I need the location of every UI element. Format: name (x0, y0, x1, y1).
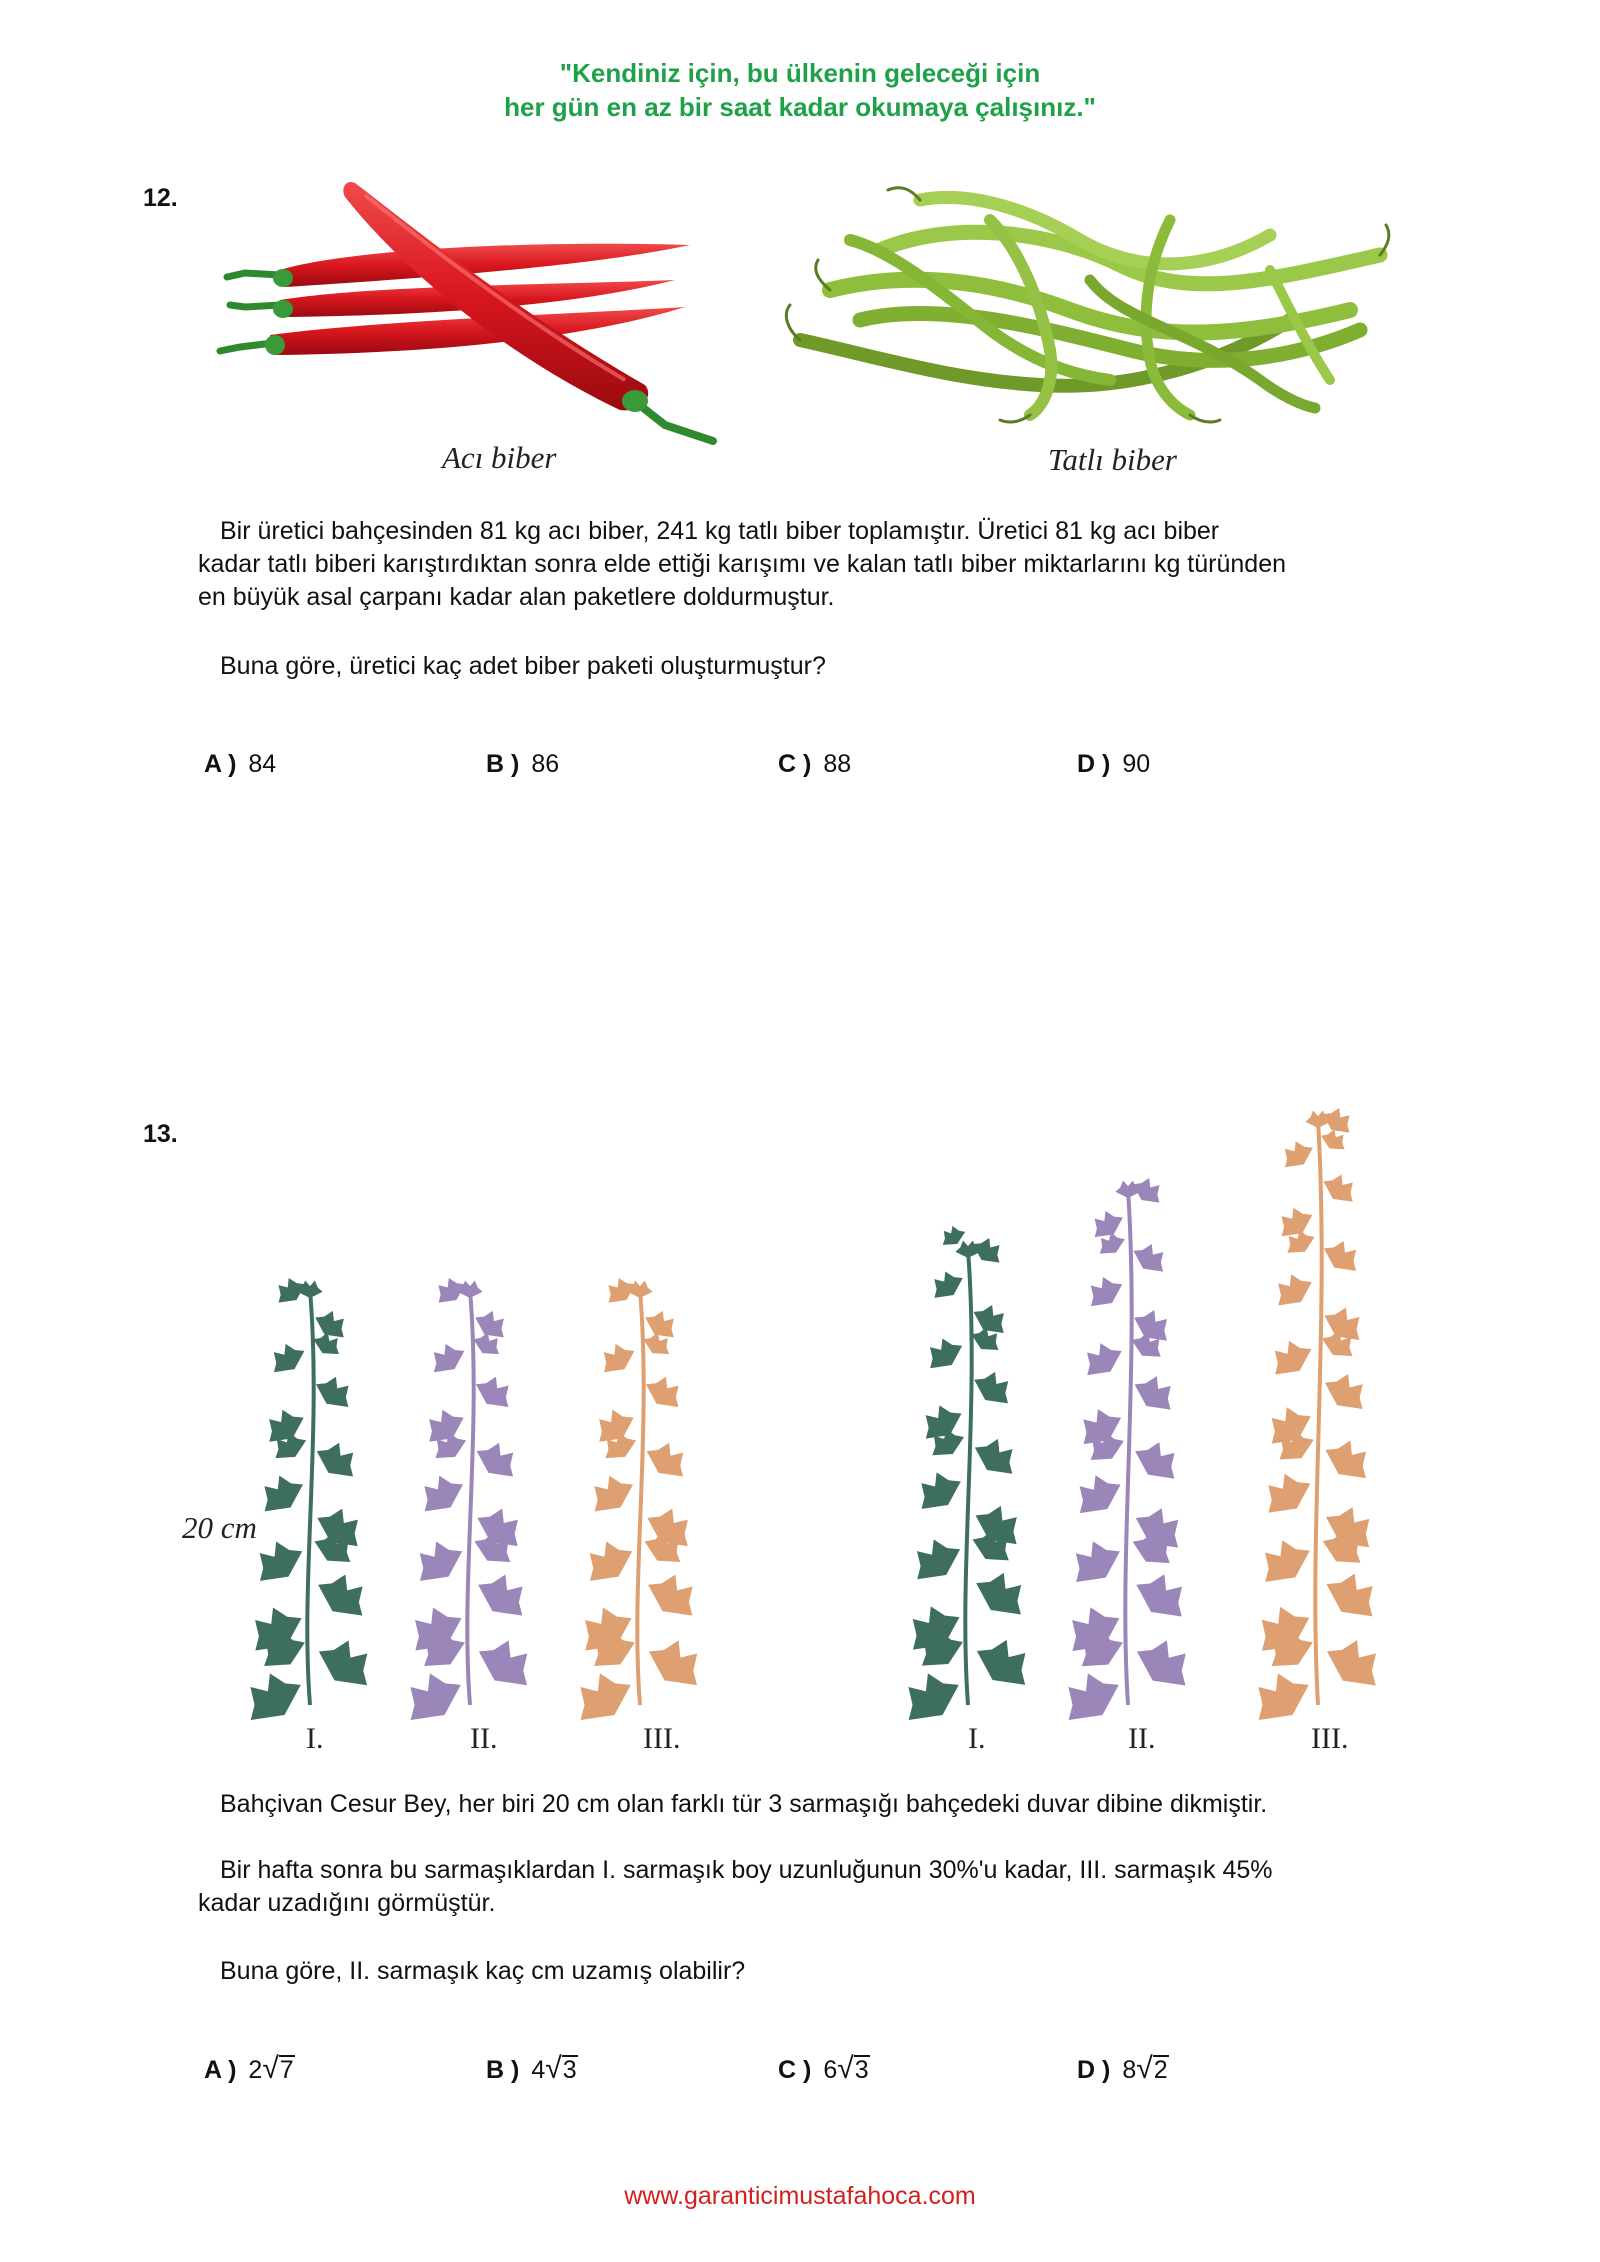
height-label: 20 cm (182, 1510, 257, 1545)
ivy-leaf (235, 1663, 310, 1733)
ivy-leaf (1086, 1205, 1128, 1244)
choice-letter: B ) (486, 750, 520, 778)
ivy-leaf (1318, 1168, 1362, 1209)
ivy-leaf (565, 1663, 640, 1733)
ivy-stem (1125, 1190, 1131, 1705)
caption-hot-pepper: Acı biber (442, 440, 557, 475)
ivy-after-iii (1243, 1102, 1391, 1732)
ivy-after-i (893, 1222, 1040, 1733)
ivy-leaf (424, 1337, 469, 1379)
q13-question: Buna göre, II. sarmaşık kaç cm uzamış olabilir? (220, 1957, 746, 1985)
ivy-leaf (264, 1337, 309, 1379)
ivy-stem (1315, 1120, 1321, 1705)
ivy-leaf (640, 1370, 688, 1415)
ivy-leaf (1128, 1434, 1186, 1489)
q12-text-line-1: Bir üretici bahçesinden 81 kg acı biber, 241 kg tatlı biber toplamıştır. Üretici 81 kg acı biber (220, 517, 1220, 545)
ivy-leaf (1128, 1238, 1172, 1279)
sweet-pepper-image (790, 180, 1390, 425)
q12-choice-b[interactable] (486, 750, 559, 779)
ivy-leaf (1077, 1336, 1128, 1384)
ivy-leaf (920, 1332, 968, 1377)
label-after-i: I. (968, 1722, 986, 1755)
label-before-iii: III. (643, 1722, 681, 1755)
radicand: 3 (854, 2056, 869, 2084)
q13-text-line-1: Bahçivan Cesur Bey, her biri 20 cm olan farklı tür 3 sarmaşığı bahçedeki duvar dibine dikmiştir. (220, 1790, 1268, 1818)
choice-letter: D ) (1077, 750, 1111, 778)
ivy-leaf (1268, 1267, 1318, 1314)
radical-expression (248, 2054, 294, 2085)
sqrt-icon: √ (1136, 2052, 1153, 2085)
q12-choice-c[interactable] (778, 750, 851, 779)
radical-coefficient: 8 (1122, 2056, 1137, 2084)
q13-choice-b[interactable] (486, 2054, 578, 2085)
choice-letter: B ) (486, 2056, 520, 2084)
ivy-before-iii (565, 1272, 712, 1732)
ivy-leaf (926, 1265, 968, 1305)
choice-letter: C ) (778, 750, 812, 778)
ivy-leaf (594, 1337, 639, 1379)
ivy-leaf (310, 1435, 364, 1486)
ivy-leaf (640, 1565, 706, 1627)
q13-text-line-3: kadar uzadığını görmüştür. (198, 1889, 496, 1917)
label-after-iii: III. (1311, 1722, 1349, 1755)
radical-coefficient: 4 (531, 2056, 546, 2084)
question-12-number: 12. (143, 184, 178, 212)
q13-choice-d[interactable] (1077, 2054, 1169, 2085)
ivy-leaf (1318, 1630, 1390, 1698)
ivy-leaf (968, 1630, 1040, 1697)
ivy-leaf (1251, 1531, 1317, 1593)
ivy-leaf (1318, 1432, 1378, 1488)
ivy-before-ii (395, 1272, 542, 1732)
motto-line-1: "Kendiniz için, bu ülkenin geleceği için (559, 58, 1041, 88)
ivy-leaf (1115, 1181, 1140, 1199)
radical-expression (531, 2054, 577, 2085)
ivy-leaf (413, 1467, 470, 1520)
radicand: 7 (279, 2056, 294, 2084)
ivy-leaf (470, 1630, 542, 1697)
ivy-leaf (395, 1663, 470, 1733)
choice-value: 90 (1122, 750, 1151, 778)
ivy-leaf (1128, 1630, 1200, 1698)
ivy-leaf (955, 1241, 980, 1259)
motto-line-2: her gün en az bir saat kadar okumaya çalışınız." (504, 92, 1096, 122)
hot-pepper-image (225, 175, 735, 450)
choice-value: 86 (531, 750, 560, 778)
ivy-leaf (297, 1281, 322, 1299)
choice-value: 88 (823, 750, 852, 778)
ivy-leaf (310, 1630, 382, 1697)
q13-text-line-2: Bir hafta sonra bu sarmaşıklardan I. sarmaşık boy uzunluğunun 30%'u kadar, III. sarmaşık 45% (220, 1856, 1273, 1884)
choice-value: 84 (248, 750, 277, 778)
ivy-leaf (470, 1305, 512, 1345)
ivy-leaf (1128, 1565, 1195, 1628)
q12-text-line-3: en büyük asal çarpanı kadar alan paketlere doldurmuştur. (198, 583, 835, 611)
sqrt-icon: √ (262, 2052, 279, 2085)
choice-letter: A ) (204, 750, 237, 778)
ivy-leaf (310, 1370, 358, 1415)
ivy-leaf (893, 1663, 968, 1733)
ivy-leaf (1256, 1465, 1318, 1523)
ivy-leaf (457, 1281, 482, 1299)
ivy-leaf (1318, 1564, 1386, 1628)
label-after-ii: II. (1128, 1722, 1156, 1755)
ivy-leaf (1243, 1663, 1318, 1733)
ivy-leaf (310, 1565, 376, 1627)
radical-coefficient: 6 (823, 2056, 838, 2084)
choice-letter: C ) (778, 2056, 812, 2084)
q12-choice-d[interactable] (1077, 750, 1150, 779)
q13-choice-c[interactable] (778, 2054, 870, 2085)
label-before-i: I. (306, 1722, 324, 1755)
ivy-illustration (0, 1100, 1600, 1720)
ivy-leaf (470, 1435, 524, 1486)
choice-letter: A ) (204, 2056, 237, 2084)
ivy-leaf (253, 1467, 310, 1520)
ivy-leaf (1062, 1532, 1127, 1593)
ivy-before-i (235, 1272, 382, 1732)
sqrt-icon: √ (545, 2052, 562, 2085)
ivy-leaf (1067, 1466, 1127, 1523)
q12-question: Buna göre, üretici kaç adet biber paketi oluşturmuştur? (220, 652, 826, 680)
footer-url[interactable]: www.garanticimustafahoca.com (624, 2182, 976, 2210)
radical-coefficient: 2 (248, 2056, 263, 2084)
radical-expression (1122, 2054, 1168, 2085)
ivy-leaf (1318, 1366, 1374, 1418)
ivy-leaf (1318, 1234, 1366, 1279)
sqrt-icon: √ (837, 2052, 854, 2085)
ivy-leaf (1081, 1270, 1127, 1314)
ivy-leaf (904, 1530, 968, 1590)
ivy-leaf (583, 1467, 640, 1520)
ivy-stem (467, 1290, 473, 1705)
q13-choice-a[interactable] (204, 2054, 295, 2085)
ivy-leaf (407, 1533, 470, 1592)
ivy-leaf (1128, 1368, 1181, 1418)
q12-choice-a[interactable] (204, 750, 276, 779)
ivy-leaf (627, 1281, 652, 1299)
ivy-stem (307, 1290, 313, 1705)
ivy-leaf (1305, 1111, 1330, 1129)
ivy-after-ii (1053, 1172, 1201, 1732)
ivy-leaf (968, 1563, 1034, 1625)
radicand: 3 (562, 2056, 577, 2084)
ivy-leaf (968, 1431, 1024, 1483)
radicand: 2 (1153, 2056, 1168, 2084)
ivy-stem (965, 1250, 971, 1705)
ivy-leaf (1276, 1135, 1318, 1174)
label-before-ii: II. (470, 1722, 498, 1755)
ivy-leaf (968, 1365, 1018, 1412)
ivy-leaf (909, 1464, 967, 1519)
choice-letter: D ) (1077, 2056, 1111, 2084)
caption-sweet-pepper: Tatlı biber (1048, 442, 1177, 477)
q12-text-line-2: kadar tatlı biberi karıştırdıktan sonra elde ettiği karışımı ve kalan tatlı biber miktarlarını kg türünden (198, 550, 1287, 578)
ivy-leaf (577, 1533, 640, 1592)
ivy-leaf (310, 1305, 352, 1345)
question-13-number: 13. (143, 1120, 178, 1148)
ivy-leaf (640, 1630, 712, 1697)
ivy-stem (637, 1290, 643, 1705)
ivy-leaf (470, 1370, 518, 1415)
ivy-leaf (1264, 1333, 1318, 1384)
radical-expression (823, 2054, 869, 2085)
ivy-leaf (640, 1305, 682, 1345)
ivy-leaf (470, 1565, 536, 1627)
ivy-leaf (1053, 1663, 1128, 1733)
ivy-leaf (640, 1435, 694, 1486)
